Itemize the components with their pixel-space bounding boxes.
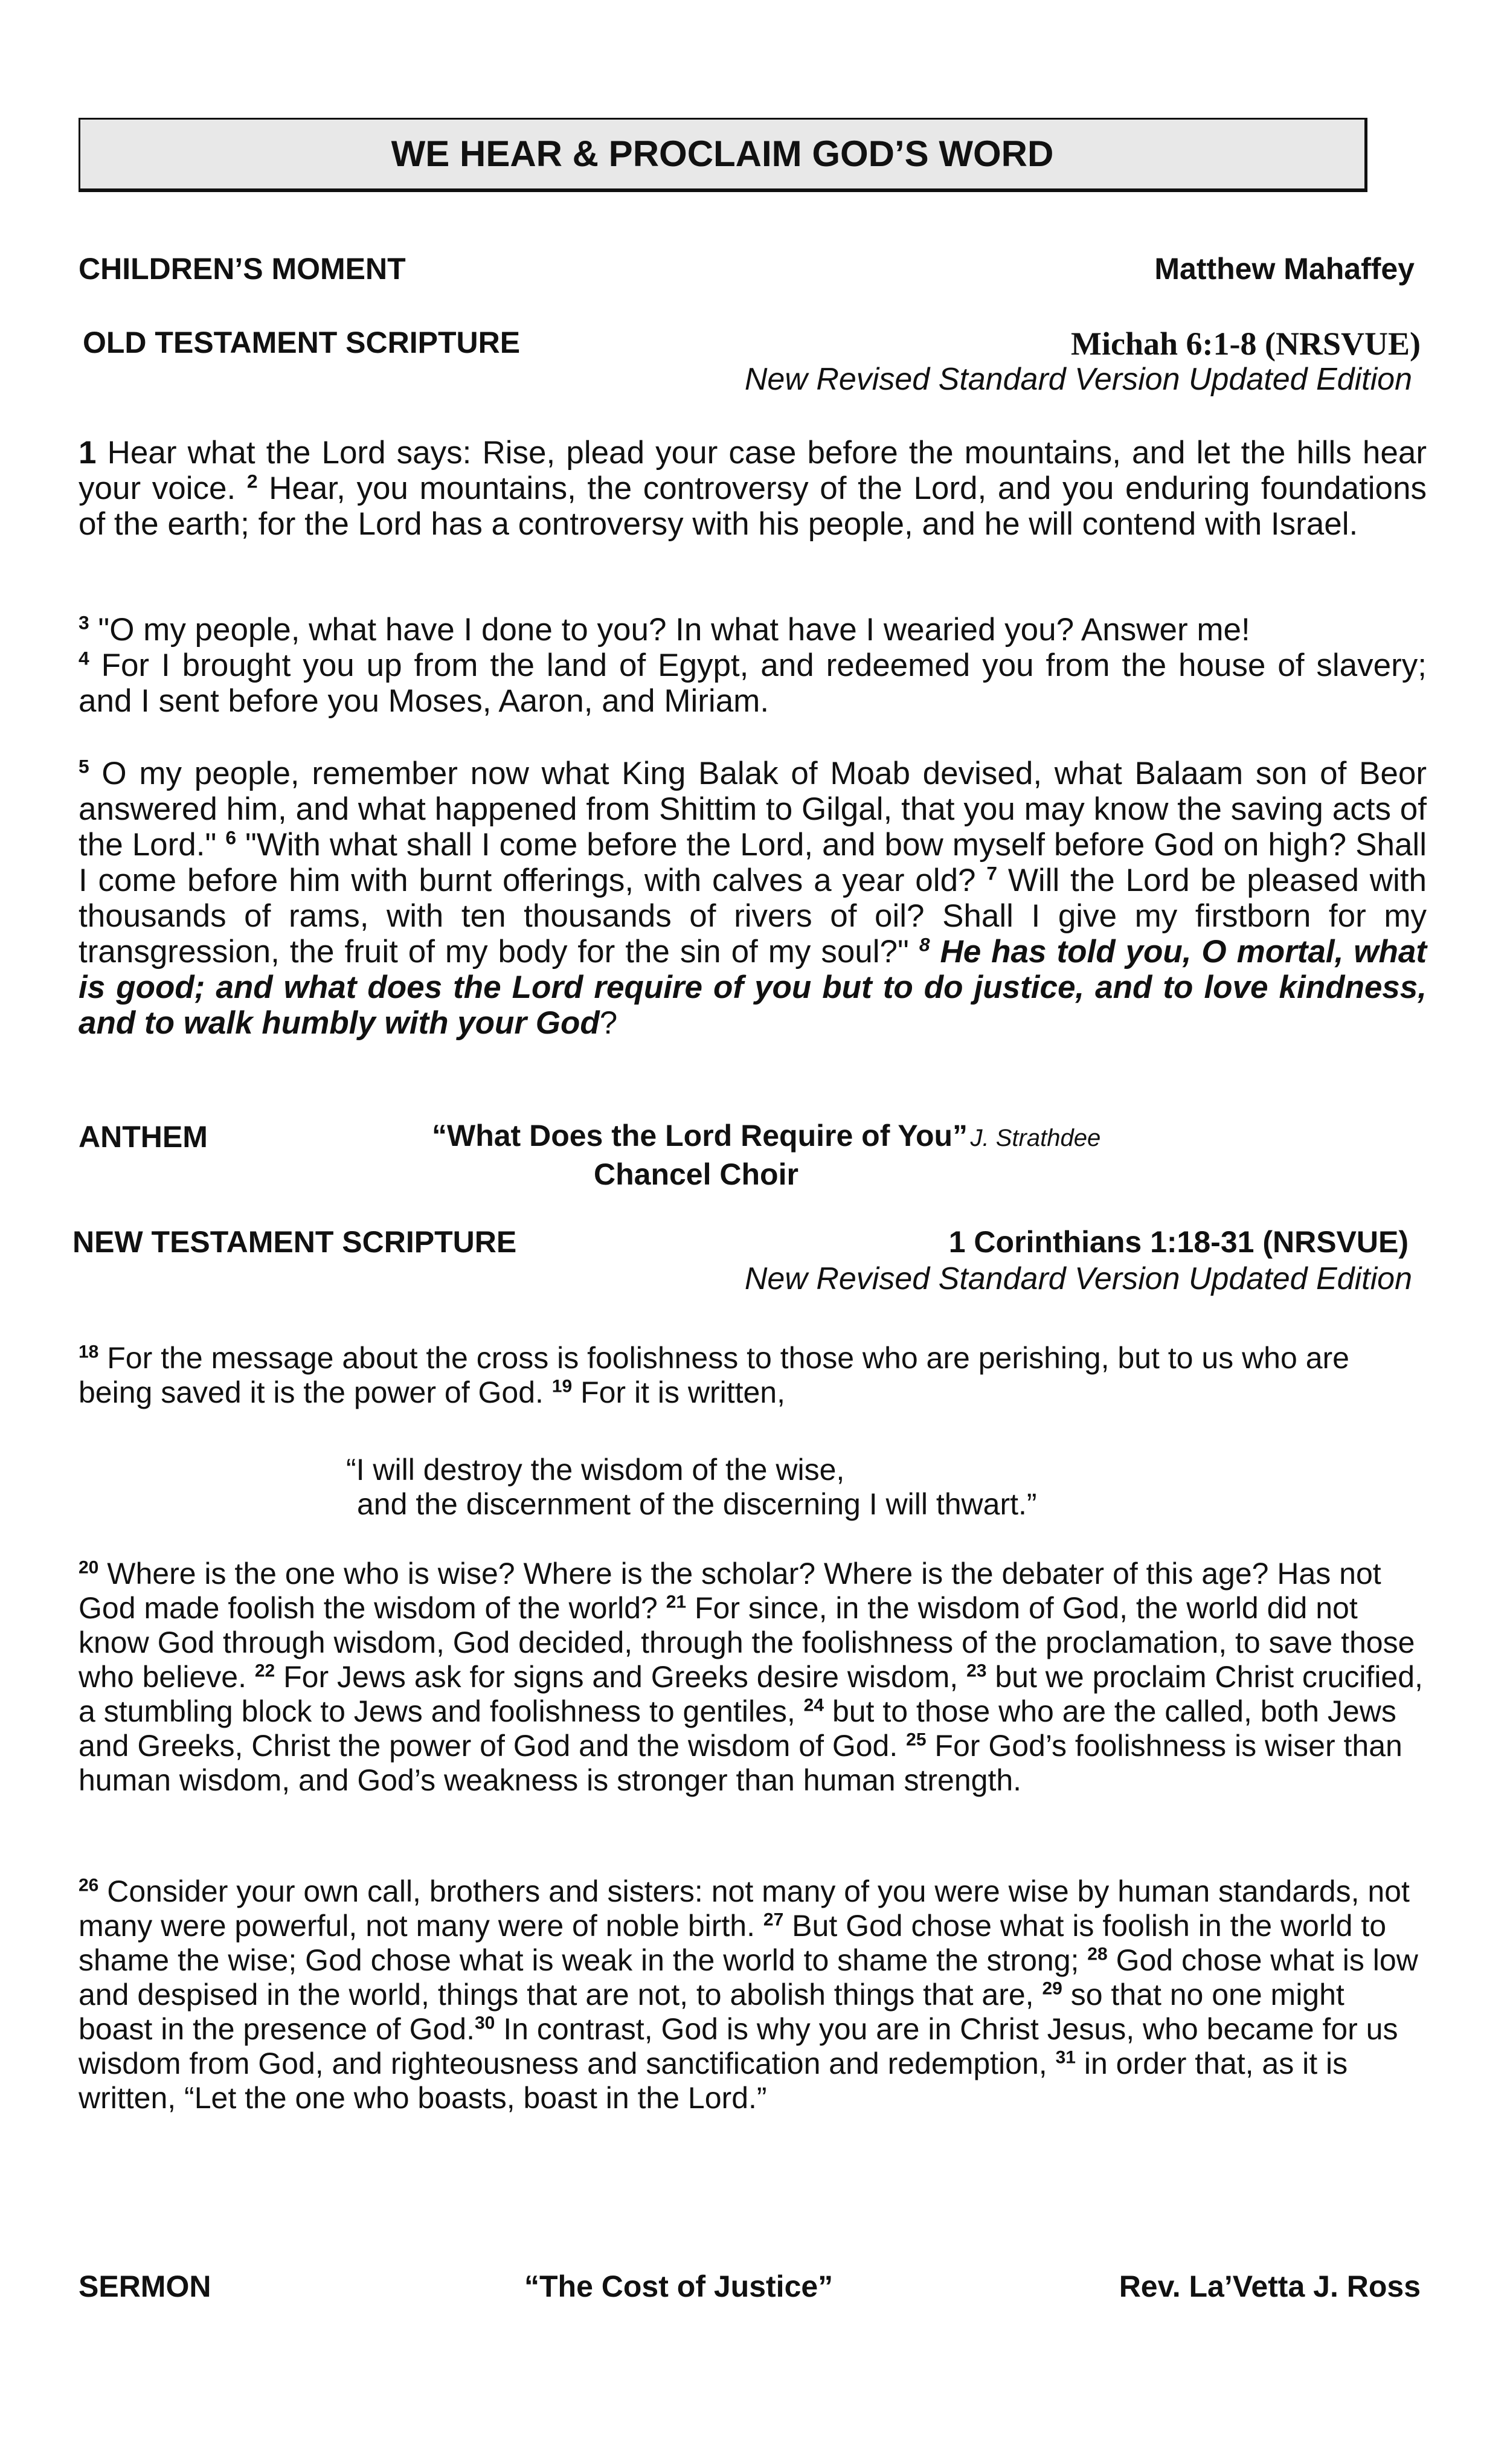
verse-text: For it is written, [572,1375,786,1409]
verse-text: Hear, you mountains, the controversy of the Lord, and you enduring foundations of the earth; for the Lord has a controversy with his people, and he will contend with Israel. [79,471,1427,542]
nt-paragraph-3 [79,1874,1427,2115]
verse-text: Hear what the Lord says: Rise, plead your case before the mountains, and let the hills hear your voice. [79,435,1427,506]
verse-number: 7 [986,862,998,884]
verse-text: For I brought you up from the land of Egypt, and redeemed you from the house of slavery; and I sent before you Moses, Aaron, and Miriam. [79,648,1427,719]
verse-number: 23 [966,1661,987,1681]
verse-text: "With what shall I come before the Lord, and bow myself before God on high? Shall I come before him with burnt offerings, with calves a year old? [79,827,1427,898]
verse-text: but we proclaim Christ crucified, a stumbling block to Jews and foolishness to gentiles, [79,1660,1423,1728]
verse-text: but to those who are the called, both Jews and Greeks, Christ the power of God and the wisdom of God. [79,1694,1396,1763]
verse-number: 8 [919,933,930,956]
verse-text: Will the Lord be pleased with thousands of rams, with ten thousands of rivers of oil? Shall I give my firstborn for my transgression, the fruit of my body for the sin of my soul?" [79,863,1427,970]
verse-number: 6 [225,826,237,849]
new-testament-label: NEW TESTAMENT SCRIPTURE [72,1225,517,1259]
anthem-label: ANTHEM [79,1120,208,1154]
nt-paragraph-2 [79,1557,1427,1798]
nt-quote [346,1453,1037,1522]
verse-number: 1 [79,435,97,471]
verse-text: in order that, as it is written, “Let the one who boasts, boast in the Lord.” [79,2047,1348,2115]
verse-number: 4 [79,647,89,669]
new-testament-version: New Revised Standard Version Updated Edition [744,1261,1412,1296]
anthem-performer: Chancel Choir [594,1157,798,1191]
old-testament-version: New Revised Standard Version Updated Edition [744,362,1412,397]
verse-number: 19 [551,1376,573,1397]
new-testament-reference: 1 Corinthians 1:18-31 (NRSVUE) [948,1225,1409,1259]
verse-text: For God’s foolishness is wiser than human wisdom, and God’s weakness is stronger than human strength. [79,1729,1402,1797]
section-title: WE HEAR & PROCLAIM GOD’S WORD [391,133,1054,174]
anthem-line [432,1118,1100,1153]
verse-number: 20 [79,1557,99,1578]
verse-number: 24 [803,1695,824,1716]
verse-text: so that no one might boast in the presence of God. [79,1978,1345,2046]
childrens-moment-label: CHILDREN’S MOMENT [79,252,406,286]
nt-paragraph-1 [79,1341,1427,1410]
verse-number: 2 [246,470,258,492]
verse-number: 3 [79,611,89,634]
ot-paragraph-1 [79,435,1427,542]
verse-number: 30 [474,2013,495,2033]
sermon-title: “The Cost of Justice” [524,2269,834,2303]
section-header-box [79,118,1367,192]
sermon-preacher: Rev. La’Vetta J. Ross [1119,2269,1421,2303]
verse-text: "O my people, what have I done to you? In what have I wearied you? Answer me! [89,612,1250,648]
verse-text: For Jews ask for signs and Greeks desire wisdom, [275,1660,967,1694]
verse-text: Consider your own call, brothers and sisters: not many of you were wise by human standards, not many were powerful, not many were of noble birth. [79,1874,1410,1943]
verse-number: 29 [1042,1978,1062,1999]
verse-text: God chose what is low and despised in the world, things that are not, to abolish things that are, [79,1943,1418,2012]
verse-number: 25 [906,1729,927,1750]
anthem-composer: J. Strathdee [970,1125,1101,1151]
verse-number: 27 [763,1909,784,1930]
nt-quote-line-1: “I will destroy the wisdom of the wise, [346,1453,845,1487]
sermon-label: SERMON [79,2269,211,2303]
nt-quote-line-2: and the discernment of the discerning I will thwart.” [357,1487,1037,1521]
ot-paragraph-3 [79,756,1427,1041]
verse-number: 28 [1087,1944,1108,1964]
verse-text: But God chose what is foolish in the world to shame the wise; God chose what is weak in the world to shame the strong; [79,1909,1387,1977]
verse-number: 22 [254,1661,275,1681]
verse-number: 21 [666,1592,687,1612]
verse-number: 5 [79,755,89,777]
old-testament-label: OLD TESTAMENT SCRIPTURE [83,326,521,359]
verse-number: 26 [79,1875,99,1896]
verse-text: Where is the one who is wise? Where is the scholar? Where is the debater of this age? Has not God made foolish the wisdom of the world? [79,1557,1381,1625]
verse-text: For the message about the cross is foolishness to those who are perishing, but to us who are being saved it is the power of God. [79,1341,1349,1409]
verse-text: O my people, remember now what King Balak of Moab devised, what Balaam son of Beor answered him, and what happened from Shittim to Gilgal, that you may know the saving acts of the Lord." [79,756,1427,863]
childrens-moment-leader: Matthew Mahaffey [1154,252,1415,286]
old-testament-reference: Michah 6:1-8 (NRSVUE) [1071,326,1421,362]
verse-text: ? [599,1005,618,1041]
ot-paragraph-2 [79,612,1427,719]
verse-text: In contrast, God is why you are in Christ Jesus, who became for us wisdom from God, and righteousness and sanctification and redemption, [79,2012,1398,2080]
verse-number: 18 [79,1342,99,1362]
verse-number: 31 [1055,2047,1076,2068]
verse-text: For since, in the wisdom of God, the world did not know God through wisdom, God decided, through the foolishness of the proclamation, to save those who believe. [79,1591,1415,1694]
verse-text: He has told you, O mortal, what is good; and what does the Lord require of you but to do justice, and to love kindness, and to walk humbly with your God [79,934,1427,1041]
anthem-title: “What Does the Lord Require of You” [432,1119,968,1153]
